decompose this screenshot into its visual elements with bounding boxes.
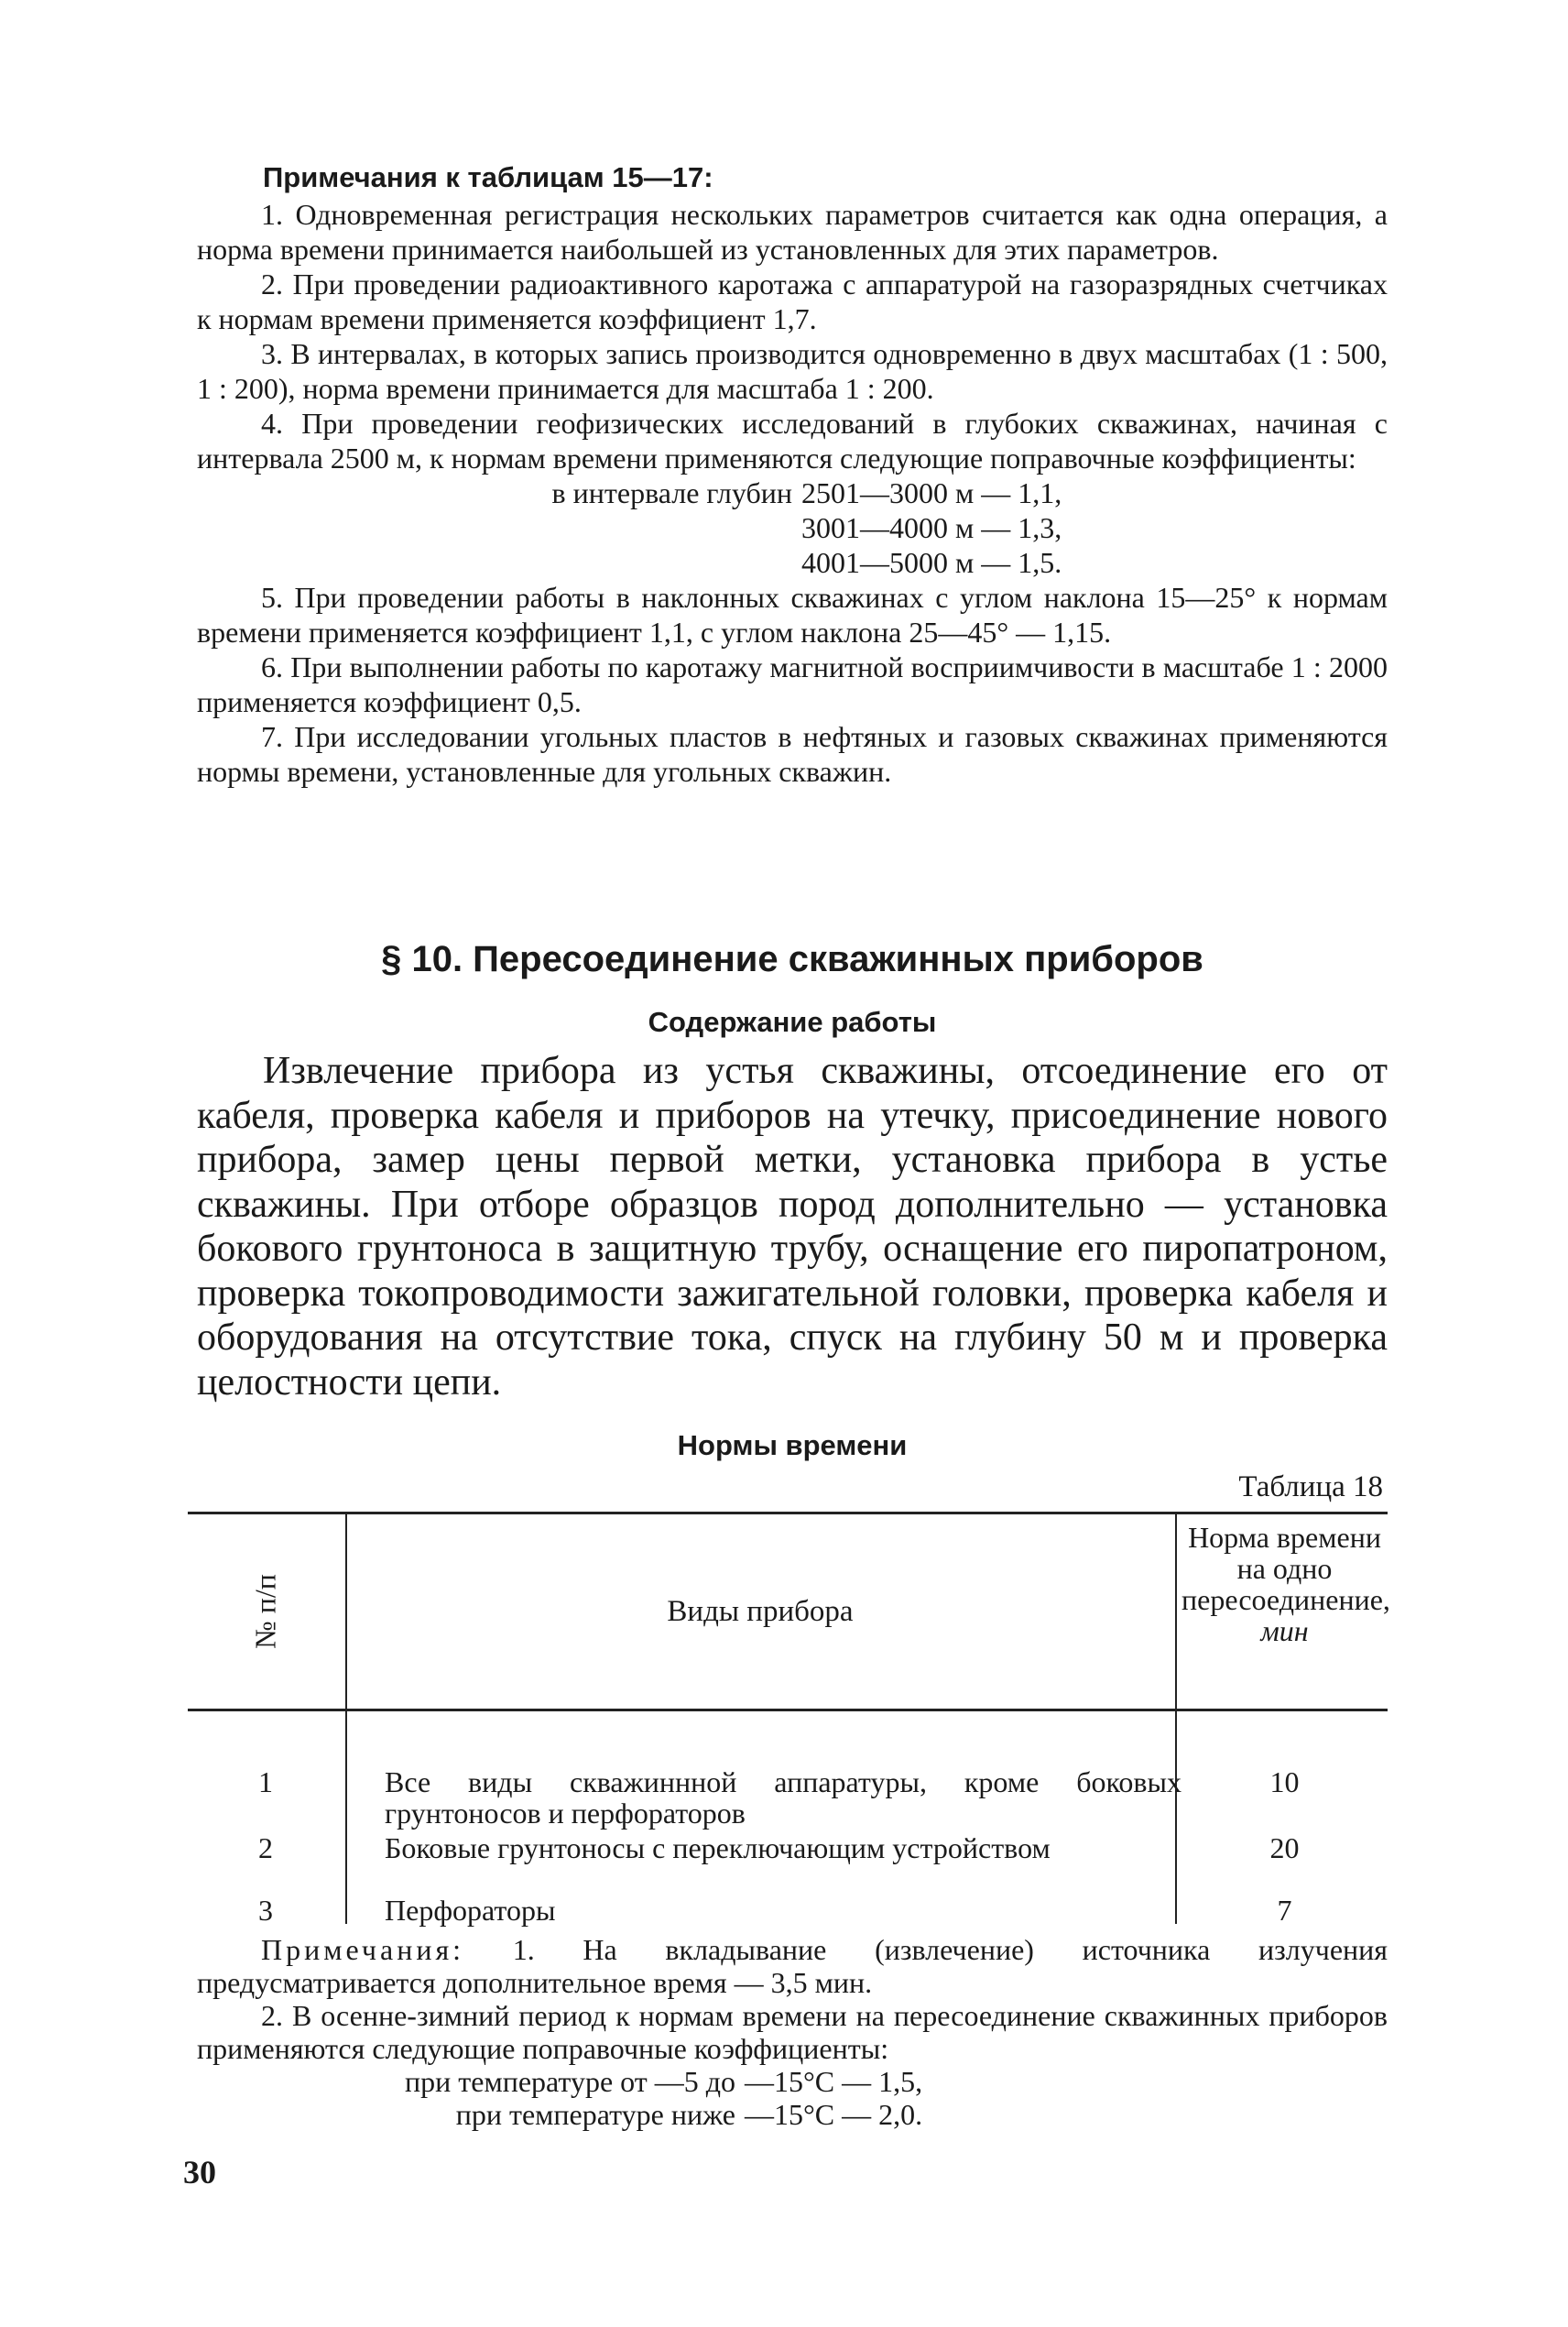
page-number: 30 [183, 2154, 216, 2190]
column-divider [1175, 1514, 1177, 1709]
interval-row [197, 545, 1388, 580]
row-number: 2 [258, 1831, 273, 1864]
column-header-number: № п/п [248, 1574, 282, 1649]
row-kind: Все виды скважиннной аппаратуры, кроме боковых грунтоносов и перфораторов [385, 1765, 1181, 1830]
temperature-label: при температуре от —5 до [405, 2065, 735, 2098]
row-kind: Перфораторы [385, 1894, 556, 1927]
temperature-coefficients [197, 2065, 1388, 2131]
table-label: Таблица 18 [1238, 1470, 1383, 1503]
table-note-2: 2. В осенне-зимний период к нормам времени на пересоединение скважинных приборов применяются следующие поправочные коэффициенты: [197, 1999, 1388, 2065]
temperature-row [197, 2098, 1388, 2131]
column-header-kind: Виды прибора [667, 1594, 854, 1628]
table-heading: Нормы времени [677, 1429, 908, 1461]
note-item: 4. При проведении геофизических исследований в глубоких скважинах, начиная с интервала 2500 м, к нормам времени применяются следующие поправочные коэффициенты: [197, 407, 1388, 475]
row-number: 3 [258, 1894, 273, 1927]
note-item: 6. При выполнении работы по каротажу магнитной восприимчивости в масштабе 1 : 2000 применяется коэффициент 0,5. [197, 650, 1388, 718]
norms-table [188, 1512, 1390, 1927]
interval-row [197, 475, 1388, 510]
row-norm: 20 [1269, 1831, 1300, 1864]
temperature-value: —15°С — 1,5, [745, 2065, 923, 2098]
column-header-norm [1181, 1522, 1388, 1646]
notes-title: Примечания к таблицам 15—17: [263, 161, 713, 193]
row-kind: Боковые грунтоносы с переключающим устройством [385, 1831, 1051, 1864]
content-paragraph: Извлечение прибора из устья скважины, отсоединение его от кабеля, проверка кабеля и приборов на утечку, присоединение нового прибора, замер цены первой метки, установка прибора в устье скважины. При отборе образцов пород дополнительно — установка бокового грунтоноса в защитную трубу, оснащение его пиропатроном, проверка токопроводимости зажигательной головки, проверка кабеля и оборудования на отсутствие тока, спуск на глубину 50 м и проверка целостности цепи. [197, 1050, 1388, 1404]
interval-value: 3001—4000 м — 1,3, [801, 511, 1062, 544]
notes-label: Примечания: [261, 1933, 465, 1966]
note-item: 5. При проведении работы в наклонных скважинах с углом наклона 15—25° к нормам времени применяется коэффициент 1,1, с углом наклона 25—45° — 1,15. [197, 581, 1388, 649]
table-notes [197, 1933, 1388, 2131]
row-norm: 10 [1269, 1765, 1300, 1798]
temperature-value: —15°С — 2,0. [745, 2098, 923, 2131]
table-body [188, 1711, 1388, 1927]
interval-label [197, 510, 801, 545]
temperature-label: при температуре ниже [455, 2098, 735, 2131]
note-item: 7. При исследовании угольных пластов в нефтяных и газовых скважинах применяются нормы времени, установленные для угольных скважин. [197, 720, 1388, 788]
temperature-row [197, 2065, 1388, 2098]
table-note-1: Примечания: 1. На вкладывание (извлечение) источника излучения предусматривается дополнительное время — 3,5 мин. [197, 1933, 1388, 1999]
interval-value: 4001—5000 м — 1,5. [801, 546, 1062, 579]
table-header [188, 1514, 1388, 1709]
interval-label: в интервале глубин [551, 476, 792, 509]
interval-value: 2501—3000 м — 1,1, [801, 476, 1062, 509]
norm-header-text: Норма времени на одно пересоединение, [1181, 1521, 1390, 1616]
column-divider [345, 1711, 347, 1924]
norm-header-unit: мин [1260, 1614, 1309, 1647]
row-norm: 7 [1277, 1894, 1292, 1927]
depth-intervals [197, 475, 1388, 580]
content-subtitle: Содержание работы [648, 1006, 937, 1038]
notes-block [197, 160, 1388, 789]
section-title: § 10. Пересоединение скважинных приборов [381, 939, 1203, 979]
note-item: 2. При проведении радиоактивного каротажа с аппаратурой на газоразрядных счетчиках к нормам времени применяется коэффициент 1,7. [197, 268, 1388, 335]
column-divider [345, 1514, 347, 1709]
note-item: 3. В интервалах, в которых запись производится одновременно в двух масштабах (1 : 500, 1 : 200), норма времени принимается для масштаба 1 : 200. [197, 337, 1388, 405]
row-number: 1 [258, 1765, 273, 1798]
interval-label [197, 545, 801, 580]
note-item: 1. Одновременная регистрация нескольких параметров считается как одна операция, а норма времени принимается наибольшей из установленных для этих параметров. [197, 198, 1388, 266]
interval-row [197, 510, 1388, 545]
